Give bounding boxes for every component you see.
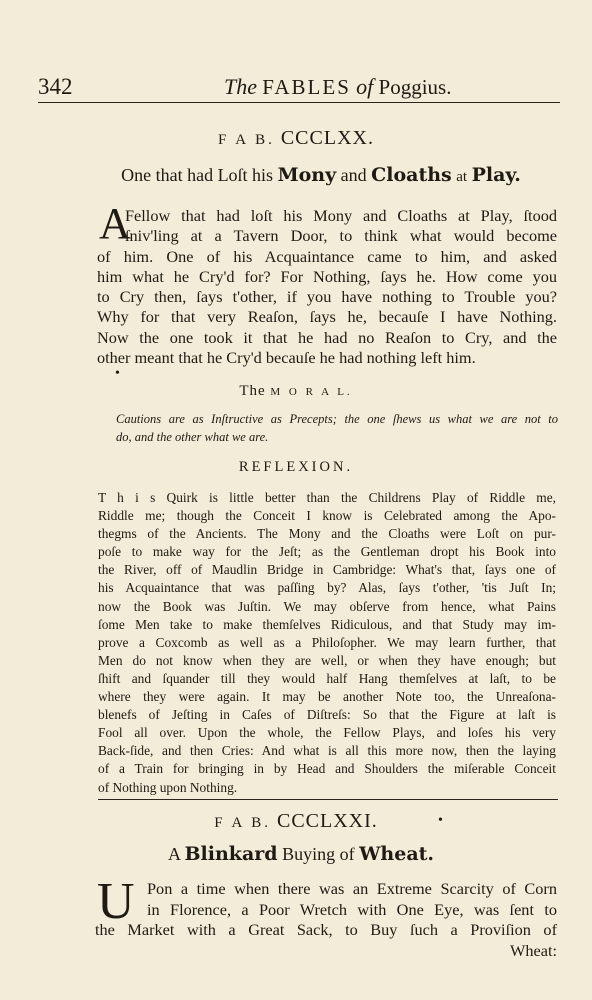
fable-title-a: A <box>167 844 180 864</box>
ink-mark: • <box>115 366 120 381</box>
header-rule <box>38 102 560 103</box>
text-line: of him. One of his Acquaintance came to him, and asked <box>97 246 557 266</box>
reflexion-line: ſhift and ſquander till they would half Hang themſelves at laſt, to be <box>98 670 556 686</box>
reflexion-line: where they were again. It may be another Note too, the Unreaſona- <box>98 689 556 705</box>
reflexion-line: ſome Men take to make themſelves Ridiculous, and that Study may im- <box>98 616 556 632</box>
fable-title-blinkard: Blinkard <box>184 843 278 865</box>
text-line: Fellow that had loſt his Mony and Cloaths at Play, ſtood <box>125 206 557 225</box>
moral-line: Cautions are as Inſtructive as Precepts; the one ſhews us what we are not to <box>116 412 558 426</box>
reflexion-line: Riddle me; though the Conceit I know is Celebrated among the Apo- <box>98 508 556 524</box>
fable-title-and: and <box>340 165 367 185</box>
moral-line: do, and the other what we are. <box>116 430 269 444</box>
reflexion-line: prove a Coxcomb as well as a Philoſopher. We may learn further, that <box>98 634 556 650</box>
fable-number-prefix: F A B. <box>218 132 275 148</box>
text-line: to Cry then, ſays t'other, if you have nothing to Trouble you? <box>97 287 557 307</box>
text-line: in Florence, a Poor Wretch with One Eye, was ſent to <box>147 899 557 919</box>
section-rule <box>98 799 558 800</box>
drop-cap: A <box>99 199 131 248</box>
fable-title-wheat: Wheat. <box>359 843 435 865</box>
fable-number-value: CCCLXX. <box>280 127 374 149</box>
reflexion-line: T h i s Quirk is little better than the Childrens Play of Riddle me, <box>98 490 556 505</box>
fable-title-at: at <box>456 169 468 185</box>
reflexion-line: of a Train for bringing in by Head and Shoulders the miſerable Conceit <box>98 761 556 777</box>
reflexion-line: Back-ſide, and then Cries: And what is all this more now, then the laying <box>98 743 556 759</box>
moral-heading-the: The <box>239 383 266 399</box>
fable-number-prefix: F A B. <box>214 815 271 831</box>
reflexion-line: his Acquaintance that was paſſing by? Alas, ſays t'other, 'tis Juſt In; <box>98 580 556 596</box>
reflexion-line: of Nothing upon Nothing. <box>98 779 238 795</box>
fable-text <box>97 199 557 368</box>
reflexion-line: the River, off of Maudlin Bridge in Cambridge: What's that, ſays one of <box>98 562 556 578</box>
reflexion-line: now the Book was Juſtin. We may obſerve from hence, what Pains <box>98 598 556 614</box>
fable-title-money: Mony <box>277 164 337 186</box>
moral-text <box>116 410 558 446</box>
reflexion-line: thegms of the Ancients. The Mony and the Cloaths were Loſt on pur- <box>98 526 556 542</box>
fable-title-text: One that had Loſt his <box>121 165 274 185</box>
text-line: Wheat: <box>509 940 557 960</box>
fable-title-2 <box>5 843 592 865</box>
running-header <box>38 70 560 100</box>
reflexion-text <box>98 489 556 797</box>
text-line: Now the one took it that he had no Reaſon to Cry, and the <box>97 327 557 347</box>
text-line: other meant that he Cry'd becauſe he had nothing left him. <box>97 348 476 368</box>
running-title-the: The <box>224 74 257 99</box>
running-title-fables: FABLES <box>262 75 351 99</box>
running-title-of: of <box>356 74 374 99</box>
text-line: ſniv'ling at a Tavern Door, to think what would become <box>125 226 557 246</box>
reflexion-line: Men do not know when they are well, or when they have enough; but <box>98 652 556 668</box>
page-number: 342 <box>38 74 73 99</box>
fable-number <box>0 127 592 150</box>
reflexion-line: blenefs of Jeſting in Caſes of Diſtreſs: So that the Figure at laſt is <box>98 707 556 723</box>
fable-number-2 <box>0 810 592 833</box>
moral-heading-moral: M O R A L. <box>270 386 353 398</box>
fable-text-2 <box>95 879 557 961</box>
ink-mark: • <box>438 813 443 828</box>
reflexion-line: Fool all over. Upon the whole, the Fellow Plays, and loſes his very <box>98 725 556 741</box>
reflexion-heading: REFLEXION. <box>238 459 354 475</box>
running-title-poggius: Poggius. <box>378 75 452 99</box>
text-line: Pon a time when there was an Extreme Scarcity of Corn <box>147 879 557 898</box>
fable-title-buying: Buying of <box>282 844 355 864</box>
reflexion-line: poſe to make way for the Jeſt; as the Gentleman dropt his Book into <box>98 544 556 560</box>
running-title <box>224 74 451 100</box>
fable-title-cloaths: Cloaths <box>371 164 452 186</box>
drop-cap: U <box>97 873 135 930</box>
fable-number-value: CCCLXXI. <box>276 810 378 832</box>
moral-heading <box>0 383 592 400</box>
fable-title-play: Play. <box>471 164 521 186</box>
text-line: Why for that very Reaſon, ſays he, becauſe I have Nothing. <box>97 307 557 327</box>
text-line: the Market with a Great Sack, to Buy ſuch a Proviſion of <box>95 920 557 940</box>
fable-title <box>25 164 592 186</box>
text-line: him what he Cry'd for? For Nothing, ſays he. How come you <box>97 266 557 286</box>
